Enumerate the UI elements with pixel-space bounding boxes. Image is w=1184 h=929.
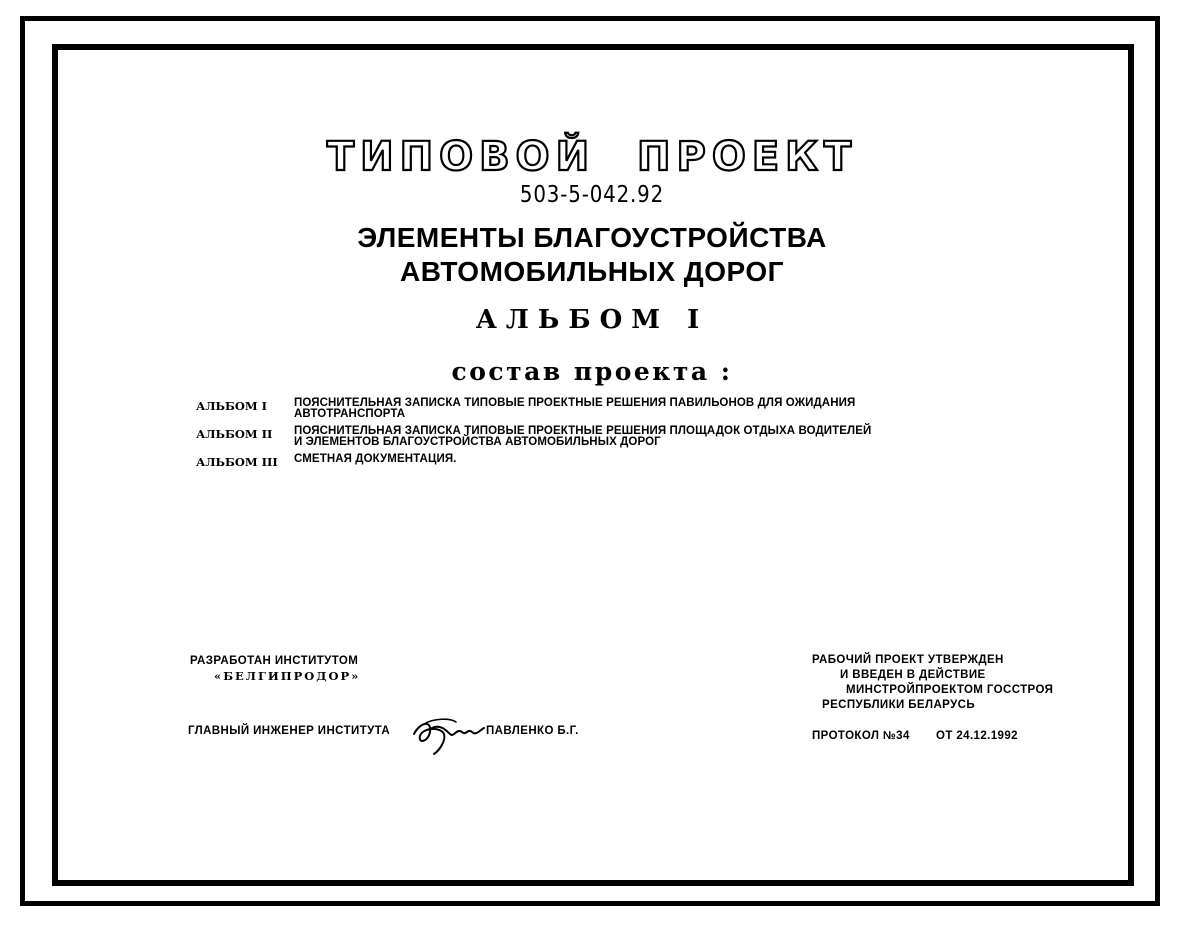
approval-line: РЕСПУБЛИКИ БЕЛАРУСЬ: [822, 699, 976, 711]
chief-engineer-label: ГЛАВНЫЙ ИНЖЕНЕР ИНСТИТУТА: [188, 725, 391, 737]
protocol-number: ПРОТОКОЛ №34: [812, 730, 910, 742]
album-row: [196, 426, 956, 448]
institute-name: «БЕЛГИПРОДОР»: [214, 669, 361, 683]
project-title-line-2: АВТОМОБИЛЬНЫХ ДОРОГ: [400, 256, 784, 287]
approval-line: РАБОЧИЙ ПРОЕКТ УТВЕРЖДЕН: [812, 654, 1004, 666]
main-title-word-2: ПРОЕКТ: [637, 134, 858, 180]
album-row: [196, 454, 956, 469]
project-title-line-1: ЭЛЕМЕНТЫ БЛАГОУСТРОЙСТВА: [357, 222, 827, 253]
main-title: [0, 134, 1184, 180]
main-title-word-1: ТИПОВОЙ: [326, 134, 596, 180]
album-description-line: И ЭЛЕМЕНТОВ БЛАГОУСТРОЙСТВА АВТОМОБИЛЬНЫХ ДОРОГ: [294, 436, 661, 448]
album-description: [294, 398, 855, 420]
album-label: АЛЬБОМ I: [196, 399, 267, 413]
album-description-line: ПОЯСНИТЕЛЬНАЯ ЗАПИСКА ТИПОВЫЕ ПРОЕКТНЫЕ РЕШЕНИЯ ПЛОЩАДОК ОТДЫХА ВОДИТЕЛЕЙ: [294, 425, 872, 437]
approval-line: МИНСТРОЙПРОЕКТОМ ГОССТРОЯ: [846, 684, 1054, 696]
album-description: [294, 454, 456, 465]
album-description-line: ПОЯСНИТЕЛЬНАЯ ЗАПИСКА ТИПОВЫЕ ПРОЕКТНЫЕ РЕШЕНИЯ ПАВИЛЬОНОВ ДЛЯ ОЖИДАНИЯ: [294, 397, 856, 409]
album-list: [196, 398, 956, 475]
approval-line: И ВВЕДЕН В ДЕЙСТВИЕ: [840, 669, 986, 681]
album-description-line: АВТОТРАНСПОРТА: [294, 408, 406, 420]
album-label: АЛЬБОМ II: [196, 427, 273, 441]
album-row: [196, 398, 956, 420]
signature-image: [410, 714, 486, 758]
album-label: АЛЬБОМ III: [196, 455, 278, 469]
chief-engineer-name: ПАВЛЕНКО Б.Г.: [486, 725, 579, 737]
album-description: [294, 426, 871, 448]
composition-heading: состав проекта :: [451, 357, 733, 386]
album-description-line: СМЕТНАЯ ДОКУМЕНТАЦИЯ.: [294, 453, 457, 465]
developed-by-label: РАЗРАБОТАН ИНСТИТУТОМ: [190, 655, 359, 667]
protocol-date: ОТ 24.12.1992: [936, 730, 1018, 742]
album-heading: АЛЬБОМ I: [475, 305, 709, 335]
project-number: 503-5-042.92: [519, 182, 665, 208]
